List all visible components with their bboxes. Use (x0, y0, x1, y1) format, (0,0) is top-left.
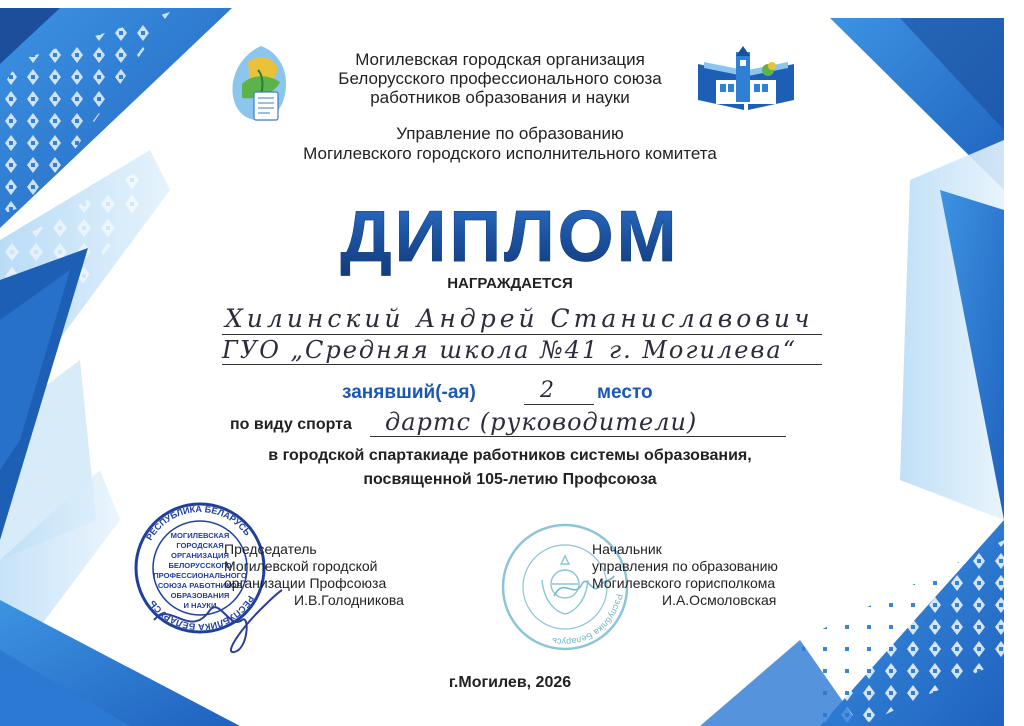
recipient-name: Хилинский Андрей Станиславович (225, 304, 814, 333)
place-label: занявший(-ая) (342, 382, 476, 403)
signatory-title: управления по образованию (592, 558, 778, 574)
stamp-ring-text: РЕСПУБЛИКА БЕЛАРУСЬ (144, 503, 253, 543)
signatory-title: Председатель (224, 541, 317, 557)
place-suffix: место (597, 382, 653, 403)
left-signatory (224, 541, 424, 609)
name-underline (222, 334, 822, 335)
education-book-logo-icon (694, 46, 798, 112)
organization-header (300, 50, 700, 107)
stamp-line: ГОРОДСКАЯ (176, 541, 224, 550)
department-header (250, 124, 770, 164)
org-line: работников образования и науки (370, 88, 630, 107)
union-logo-icon (228, 44, 294, 126)
stamp-line: МОГИЛЕВСКАЯ (170, 531, 230, 540)
stamp-line: БЕЛОРУССКОГО (168, 561, 232, 570)
sport-underline (370, 436, 786, 437)
dept-line: Управление по образованию (396, 124, 624, 143)
stamp-line: ОРГАНИЗАЦИЯ (171, 551, 229, 560)
sport-value: дартс (руководители) (385, 408, 698, 436)
event-line: посвященной 105-летию Профсоюза (363, 471, 657, 488)
event-line: в городской спартакиаде работников системы образования, (268, 447, 752, 464)
city-date: г.Могилев, 2026 (448, 674, 572, 691)
signatory-title: организации Профсоюза (224, 575, 387, 591)
place-underline (524, 404, 594, 405)
signatory-name: И.А.Осмоловская (662, 592, 777, 608)
org-line: Белорусского профессионального союза (338, 69, 662, 88)
signatory-name: И.В.Голодникова (294, 592, 404, 608)
sport-label: по виду спорта (230, 416, 352, 433)
school-underline (222, 364, 822, 365)
recipient-school: ГУО „Средняя школа №41 г. Могилева“ (222, 336, 797, 364)
org-line: Могилевская городская организация (355, 50, 645, 69)
stamp-line: ПРОФЕССИОНАЛЬНОГО (153, 571, 247, 580)
right-signatory (592, 541, 812, 609)
signatory-title: Могилевского горисполкома (592, 575, 776, 591)
stamp-ring-text: РЕСПУБЛИКА БЕЛАРУСЬ (147, 593, 256, 633)
awarded-label: НАГРАЖДАЕТСЯ (447, 275, 573, 292)
stamp-line: И НАУКИ (183, 601, 217, 610)
diploma-title: ДИПЛОМ (300, 196, 720, 278)
signatory-title: Могилевской городской (224, 558, 378, 574)
place-value: 2 (540, 378, 554, 403)
stamp-line: ОБРАЗОВАНИЯ (170, 591, 230, 600)
dept-line: Могилевского городского исполнительного комитета (303, 144, 717, 163)
stamp-ring-text: Рэспублiка Беларусь (551, 593, 625, 648)
signatory-title: Начальник (592, 541, 662, 557)
stamp-line: СОЮЗА РАБОТНИКОВ (157, 581, 243, 590)
